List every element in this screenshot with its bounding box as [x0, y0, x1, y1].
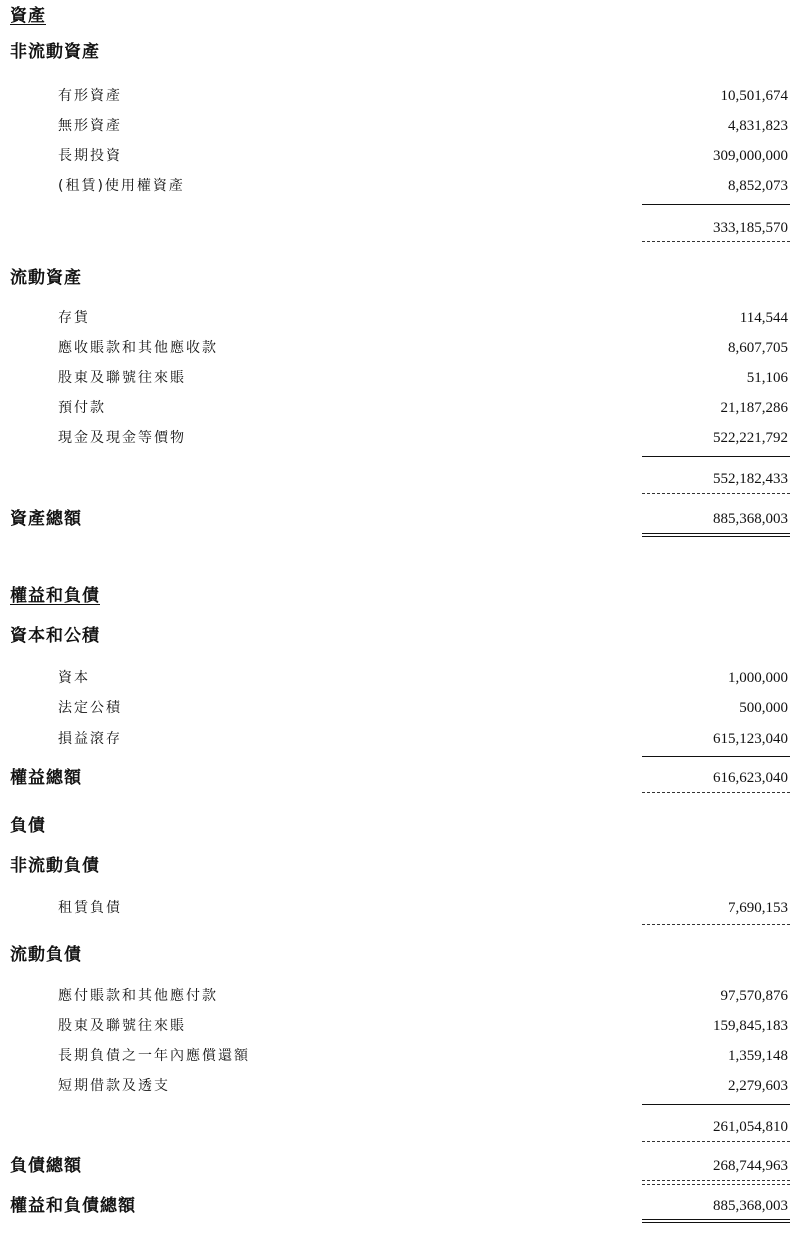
line-item-label: 應收賬款和其他應收款 — [58, 340, 218, 356]
subtotal-rule — [642, 204, 790, 205]
line-item-label: 現金及現金等價物 — [58, 430, 186, 446]
line-item-label: 長期負債之一年內應償還額 — [58, 1048, 250, 1064]
line-item-value: 615,123,040 — [713, 731, 788, 747]
subtotal-dashed-rule — [642, 241, 790, 242]
line-item-value: 500,000 — [739, 700, 788, 716]
line-item-label: 股東及聯號往來賬 — [58, 1018, 186, 1034]
line-item-value: 309,000,000 — [713, 148, 788, 164]
line-item-value: 7,690,153 — [728, 900, 788, 916]
subtotal-rule — [642, 1104, 790, 1105]
line-item-label: 股東及聯號往來賬 — [58, 370, 186, 386]
line-item-value: 1,359,148 — [728, 1048, 788, 1064]
line-item-label: 預付款 — [58, 400, 106, 416]
subtotal-dashed-rule — [642, 1141, 790, 1142]
line-item-value: 51,106 — [746, 370, 788, 386]
line-item-label: 應付賬款和其他應付款 — [58, 988, 218, 1004]
assets-title: 資產 — [10, 6, 46, 26]
total-liabilities-label: 負債總額 — [10, 1156, 82, 1176]
line-item-value: 522,221,792 — [713, 430, 788, 446]
total-dashed-rule — [642, 1184, 790, 1185]
line-item-value: 8,607,705 — [728, 340, 788, 356]
line-item-label: (租賃)使用權資產 — [58, 178, 185, 194]
line-item-value: 4,831,823 — [728, 118, 788, 134]
line-item-label: 短期借款及透支 — [58, 1078, 170, 1094]
current-liabilities-heading: 流動負債 — [10, 945, 82, 965]
line-item-label: 有形資產 — [58, 88, 122, 104]
line-item-label: 租賃負債 — [58, 900, 122, 916]
line-item-value: 21,187,286 — [720, 400, 788, 416]
line-item-value: 1,000,000 — [728, 670, 788, 686]
total-equity-value: 616,623,040 — [713, 770, 788, 786]
double-underline — [642, 533, 790, 537]
double-underline — [642, 1219, 790, 1223]
line-item-label: 無形資產 — [58, 118, 122, 134]
subtotal-dashed-rule — [642, 924, 790, 925]
line-item-label: 存貨 — [58, 310, 90, 326]
subtotal-value: 261,054,810 — [713, 1119, 788, 1135]
total-assets-label: 資產總額 — [10, 509, 82, 529]
subtotal-rule — [642, 756, 790, 757]
line-item-label: 損益滾存 — [58, 731, 122, 747]
total-assets-value: 885,368,003 — [713, 511, 788, 527]
equity-liabilities-title: 權益和負債 — [10, 586, 100, 606]
total-equity-label: 權益總額 — [10, 768, 82, 788]
current-assets-heading: 流動資產 — [10, 268, 82, 288]
line-item-label: 長期投資 — [58, 148, 122, 164]
line-item-value: 97,570,876 — [720, 988, 788, 1004]
total-liabilities-value: 268,744,963 — [713, 1158, 788, 1174]
line-item-value: 8,852,073 — [728, 178, 788, 194]
line-item-value: 10,501,674 — [720, 88, 788, 104]
subtotal-dashed-rule — [642, 493, 790, 494]
line-item-value: 114,544 — [739, 310, 788, 326]
non-current-assets-heading: 非流動資產 — [10, 42, 100, 62]
subtotal-rule — [642, 456, 790, 457]
subtotal-value: 333,185,570 — [713, 220, 788, 236]
line-item-label: 資本 — [58, 670, 90, 686]
grand-total-value: 885,368,003 — [713, 1198, 788, 1214]
total-dashed-rule — [642, 1180, 790, 1181]
grand-total-label: 權益和負債總額 — [10, 1196, 136, 1216]
line-item-label: 法定公積 — [58, 700, 122, 716]
capital-reserves-heading: 資本和公積 — [10, 626, 100, 646]
line-item-value: 2,279,603 — [728, 1078, 788, 1094]
line-item-value: 159,845,183 — [713, 1018, 788, 1034]
subtotal-value: 552,182,433 — [713, 471, 788, 487]
liabilities-heading: 負債 — [10, 816, 46, 836]
subtotal-dashed-rule — [642, 792, 790, 793]
non-current-liabilities-heading: 非流動負債 — [10, 856, 100, 876]
